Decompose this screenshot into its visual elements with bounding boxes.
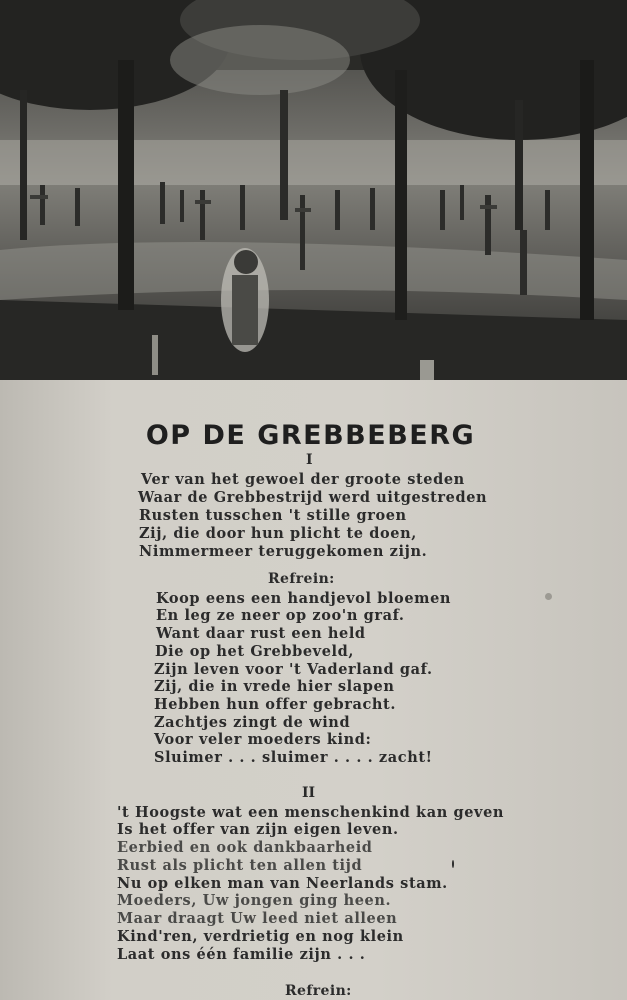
chorus-line: Zij, die in vrede hier slapen [154, 678, 395, 695]
verse-1-numeral: I [306, 452, 313, 468]
chorus-line: Want daar rust een held [156, 625, 366, 642]
print-speck [545, 593, 552, 600]
chorus-line: Zachtjes zingt de wind [154, 714, 351, 731]
verse-2-line: Laat ons één familie zijn . . . [117, 946, 366, 963]
chorus-label: Refrein: [268, 571, 335, 587]
verse-2-line: Maar draagt Uw leed niet alleen [117, 910, 398, 927]
song-title: OP DE GREBBEBERG [145, 420, 476, 451]
verse-1-line: Zij, die door hun plicht te doen, [139, 525, 417, 542]
verse-1-line: Nimmermeer teruggekomen zijn. [139, 543, 428, 560]
chorus-line: Zijn leven voor 't Vaderland gaf. [154, 661, 433, 678]
chorus-line: Voor veler moeders kind: [154, 731, 372, 748]
print-speck [452, 860, 454, 868]
verse-2-line: Nu op elken man van Neerlands stam. [117, 875, 448, 892]
verse-2-line: Eerbied en ook dankbaarheid [117, 839, 373, 856]
chorus-repeat-label: Refrein: [285, 983, 352, 999]
verse-2-line: Moeders, Uw jongen ging heen. [117, 892, 392, 909]
verse-2-line: 't Hoogste wat een menschenkind kan geven [117, 804, 505, 821]
chorus-line: Hebben hun offer gebracht. [154, 696, 397, 713]
verse-1-line: Rusten tusschen 't stille groen [139, 507, 407, 524]
verse-2-line: Rust als plicht ten allen tijd [117, 857, 363, 874]
chorus-line: Koop eens een handjevol bloemen [156, 590, 452, 607]
verse-1-line: Ver van het gewoel der groote steden [141, 471, 465, 488]
verse-2-line: Kind'ren, verdrietig en nog klein [117, 928, 404, 945]
verse-2-line: Is het offer van zijn eigen leven. [117, 821, 399, 838]
chorus-line: En leg ze neer op zoo'n graf. [156, 607, 405, 624]
cemetery-photo-icon [0, 0, 627, 380]
chorus-line: Die op het Grebbeveld, [155, 643, 355, 660]
verse-1-line: Waar de Grebbestrijd werd uitgestreden [138, 489, 488, 506]
cemetery-photograph [0, 0, 627, 380]
verse-2-numeral: II [302, 785, 316, 801]
chorus-line: Sluimer . . . sluimer . . . . zacht! [154, 749, 433, 766]
